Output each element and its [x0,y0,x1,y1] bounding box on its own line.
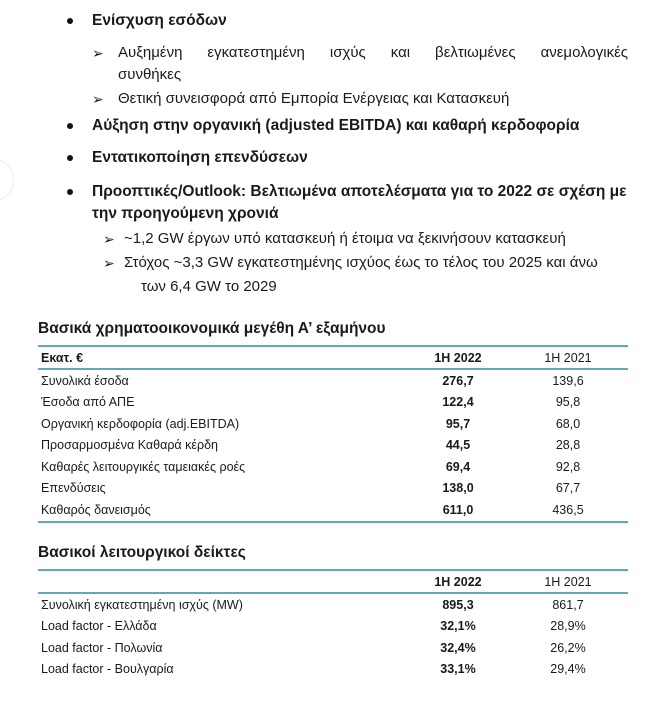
value-1h-2022: 95,7 [445,416,471,431]
bullet-dot-icon [67,123,73,129]
operational-section-title: Βασικοί λειτουργικοί δείκτες [38,544,246,561]
bullet-dot-icon [67,189,73,195]
row-label: Load factor - Βουλγαρία [41,662,174,677]
table-row [38,659,628,681]
row-label: Συνολική εγκατεστημένη ισχύς (MW) [41,597,243,612]
bullet-text-cont: την προηγούμενη χρονιά [92,205,279,222]
table-row [38,616,628,638]
sub-bullet-text: Στόχος ~3,3 GW εγκατεστημένης ισχύος έως το τέλος του 2025 και άνω [124,254,598,271]
row-label: Επενδύσεις [41,481,106,496]
value-1h-2022: 44,5 [445,438,471,453]
bullet-text: Εντατικοποίηση επενδύσεων [92,149,308,166]
value-1h-2021: 861,7 [552,597,584,612]
value-1h-2021: 92,8 [555,459,581,474]
value-1h-2022: 122,4 [442,395,474,410]
value-1h-2021: 67,7 [555,481,581,496]
arrow-bullet-icon: ➢ [103,255,115,271]
value-1h-2022: 276,7 [442,373,474,388]
table-row [38,456,628,478]
value-1h-2022: 895,3 [442,597,474,612]
value-1h-2022: 33,1% [440,662,476,677]
header-1h-2021: 1H 2021 [508,346,628,369]
value-1h-2022: 138,0 [442,481,474,496]
table-row [38,392,628,414]
sub-bullet-text: Αυξημένη εγκατεστημένη ισχύς και βελτιωμένες ανεμολογικές [118,44,628,61]
bullet-dot-icon [67,155,73,161]
row-label: Load factor - Πολωνία [41,640,163,655]
bullet-investments [0,147,650,169]
table-row [38,435,628,457]
header-unit: Εκατ. € [38,346,408,369]
bullet-text: Αύξηση στην οργανική (adjusted EBITDA) και καθαρή κερδοφορία [92,117,580,134]
table-header-row [38,346,628,369]
table-row [38,413,628,435]
bullet-ebitda-growth [0,115,650,137]
value-1h-2021: 29,4% [550,662,586,677]
header-1h-2022: 1H 2022 [408,570,508,593]
value-1h-2021: 139,6 [552,373,584,388]
bullet-text: Ενίσχυση εσόδων [92,12,227,29]
table-row [38,593,628,616]
sub-bullet-text: ~1,2 GW έργων υπό κατασκευή ή έτοιμα να ξεκινήσουν κατασκευή [124,230,566,247]
table-row [38,369,628,392]
row-label: Συνολικά έσοδα [41,373,129,388]
bullet-text: Προοπτικές/Outlook: Βελτιωμένα αποτελέσματα για το 2022 σε σχέση με [92,183,627,200]
row-label: Load factor - Ελλάδα [41,619,157,634]
sub-bullet-text-cont: συνθήκες [118,66,182,83]
financial-section-title: Βασικά χρηματοοικονομικά μεγέθη Α’ εξαμήνου [38,320,386,337]
value-1h-2021: 436,5 [508,499,628,522]
table-header-row [38,570,628,593]
value-1h-2022: 32,1% [440,619,476,634]
value-1h-2022: 611,0 [408,499,508,522]
value-1h-2021: 26,2% [550,640,586,655]
value-1h-2021: 68,0 [555,416,581,431]
sub-bullet-text: Θετική συνεισφορά από Εμπορία Ενέργειας και Κατασκευή [118,90,510,107]
value-1h-2022: 69,4 [445,459,471,474]
row-label: Έσοδα από ΑΠΕ [41,395,135,410]
row-label: Καθαρές λειτουργικές ταμειακές ροές [41,459,246,474]
arrow-bullet-icon: ➢ [92,45,104,61]
header-1h-2021: 1H 2021 [508,570,628,593]
row-label: Οργανική κερδοφορία (adj.EBITDA) [41,416,240,431]
value-1h-2021: 95,8 [555,395,581,410]
header-1h-2022: 1H 2022 [408,346,508,369]
table-row [38,499,628,522]
financial-table [38,345,628,523]
table-row [38,637,628,659]
bullet-revenue-boost [0,10,650,32]
value-1h-2021: 28,9% [550,619,586,634]
table-row [38,478,628,500]
header-unit [38,570,408,593]
bullet-outlook [0,181,650,225]
arrow-bullet-icon: ➢ [92,91,104,107]
operational-table [38,569,628,680]
row-label: Καθαρός δανεισμός [38,499,408,522]
value-1h-2021: 28,8 [555,438,581,453]
row-label: Προσαρμοσμένα Καθαρά κέρδη [41,438,218,453]
bullet-dot-icon [67,18,73,24]
sub-bullet-text-cont: των 6,4 GW το 2029 [141,278,277,295]
arrow-bullet-icon: ➢ [103,231,115,247]
value-1h-2022: 32,4% [440,640,476,655]
